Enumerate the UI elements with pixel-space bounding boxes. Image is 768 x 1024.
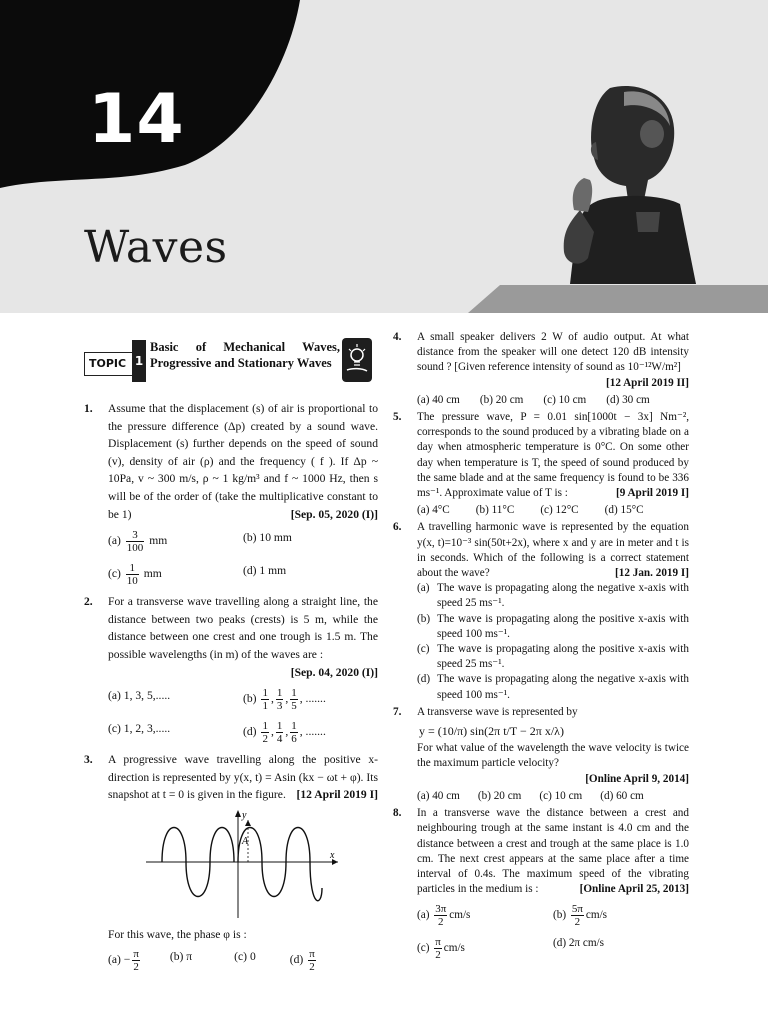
fraction (290, 687, 298, 712)
denominator: 3 (276, 700, 283, 713)
option-label: (b) (417, 612, 431, 625)
question-number: 5. (393, 411, 402, 424)
option-b[interactable]: (b) 10 mm (243, 531, 292, 545)
question-7 (393, 705, 689, 804)
option-label: (d) (417, 673, 431, 686)
option-d[interactable] (290, 948, 318, 973)
left-column (84, 334, 378, 975)
thinking-robot-image (540, 82, 698, 284)
fraction (126, 529, 145, 554)
fraction (261, 687, 269, 712)
question-text: A small speaker delivers 2 W of audio output. At what distance from the speaker will one detect 120 dB intensity sound ? [Given reference intensity of sound as 10⁻¹²W/m²] (417, 331, 689, 374)
fraction (276, 720, 284, 745)
option-b[interactable] (553, 903, 689, 928)
denominator: 2 (133, 960, 139, 973)
ellipsis: , ....... (299, 725, 326, 739)
option-label: (b) (553, 909, 567, 922)
option-d[interactable]: (d) 60 cm (600, 789, 644, 802)
option-label: (c) (417, 643, 430, 656)
numerator: 1 (276, 720, 283, 733)
option-c[interactable]: (c) 10 cm (543, 393, 587, 406)
option-label: (a) (108, 952, 121, 966)
question-number: 1. (84, 402, 93, 415)
option-c[interactable]: (c) 1, 2, 3,..... (108, 722, 171, 736)
option-text: The wave is propagating along the negative x-axis with speed 100 ms⁻¹. (437, 673, 689, 701)
fraction (290, 720, 298, 745)
x-axis-label: x (330, 849, 335, 861)
option-label: (b) (243, 692, 257, 706)
option-d[interactable]: (d) 15°C (604, 504, 644, 517)
question-number: 4. (393, 331, 402, 343)
fraction (276, 687, 284, 712)
denominator: 2 (435, 949, 441, 962)
exam-tag: [Sep. 04, 2020 (I)] (290, 665, 378, 679)
numerator: 1 (262, 720, 268, 733)
denominator: 100 (126, 542, 144, 555)
chapter-header (0, 0, 768, 313)
numerator: 1 (262, 687, 268, 700)
exam-tag: [12 Jan. 2019 I] (615, 567, 689, 580)
denominator: 10 (126, 575, 138, 588)
option-c[interactable]: (c) 0 (234, 949, 256, 963)
option-c[interactable] (417, 936, 553, 961)
option-a[interactable] (417, 903, 553, 928)
exam-tag: [9 April 2019 I] (615, 487, 689, 500)
topic-title: Basic of Mechanical Waves, Progressive and Stationary Waves (150, 340, 340, 370)
question-number: 6. (393, 521, 402, 534)
question-number: 3. (84, 753, 93, 767)
amplitude-label: A (242, 835, 249, 847)
option-b[interactable]: (b) $\frac{1}{1}$ , $\frac{1}{3}$ , $\frac{1}{5}$ , ....... (243, 687, 326, 713)
unit: cm/s (449, 909, 471, 922)
denominator: 6 (291, 733, 297, 746)
denominator: 2 (438, 916, 444, 929)
denominator: 2 (309, 960, 315, 973)
fraction (434, 903, 447, 928)
option-label: (a) (108, 534, 121, 548)
option-c[interactable] (417, 642, 689, 672)
option-label: (d) (289, 952, 304, 966)
numerator: 3 (126, 529, 145, 542)
options (108, 948, 378, 973)
fraction (571, 903, 584, 928)
topic-number: 1 (132, 340, 146, 382)
option-d[interactable] (417, 672, 689, 702)
question-number: 7. (393, 705, 402, 718)
question-text: A transverse wave is represented by (417, 705, 578, 718)
chapter-title: Waves (84, 222, 228, 273)
unit: cm/s (585, 909, 608, 922)
topic-label: TOPIC (84, 352, 139, 376)
y-axis-label: y (242, 809, 247, 821)
option-label: (a) (417, 582, 430, 595)
numerator: 5π (571, 903, 583, 916)
fraction (308, 948, 316, 973)
question-prompt: For this wave, the phase φ is : (108, 927, 247, 941)
option-b[interactable] (417, 612, 689, 642)
question-number: 2. (84, 595, 93, 609)
options (417, 789, 689, 804)
chapter-number: 14 (88, 80, 185, 159)
numerator: 1 (276, 687, 283, 700)
option-d[interactable]: (d) 2π cm/s (553, 937, 605, 950)
question-text: A progressive wave travelling along the positive x-direction is represented by y(x, t) = Asin (kx − ωt + φ). Its snapshot at t = 0 is given in the figure. (108, 753, 378, 802)
question-8 (393, 806, 689, 965)
numerator: 1 (291, 720, 297, 733)
numerator: 1 (291, 687, 297, 700)
option-text: The wave is propagating along the negative x-axis with speed 25 ms⁻¹. (437, 582, 689, 610)
fraction (132, 948, 140, 973)
option-a[interactable] (417, 581, 689, 611)
question-6 (393, 520, 689, 702)
exam-tag: [Online April 25, 2013] (579, 883, 689, 896)
option-c[interactable]: (c) 12°C (540, 504, 579, 517)
numerator: 3π (435, 903, 447, 916)
numerator: π (133, 947, 139, 960)
question-3 (84, 751, 378, 972)
option-a[interactable] (108, 948, 142, 973)
denominator: 5 (291, 700, 297, 713)
option-label: (c) (417, 942, 430, 955)
option-b[interactable]: (b) π (169, 949, 193, 963)
numerator: π (309, 947, 315, 960)
option-a[interactable] (108, 529, 243, 554)
question-2 (84, 593, 378, 749)
topic-banner (84, 334, 370, 390)
fraction (434, 936, 442, 961)
wave-graph (142, 808, 342, 920)
exam-tag: [Sep. 05, 2020 (I)] (290, 507, 378, 521)
option-label: (a) (417, 909, 430, 922)
option-a[interactable]: (a) 1, 3, 5,..... (108, 689, 171, 703)
question-text-2: For what value of the wavelength the wave velocity is twice the maximum particle velocity? (417, 742, 689, 770)
options (108, 683, 378, 749)
numerator: 1 (126, 562, 139, 575)
option-a[interactable]: (a) 40 cm (417, 789, 460, 802)
option-d[interactable]: (d) 30 cm (606, 393, 650, 406)
exam-tag: [12 April 2019 I] (296, 788, 378, 802)
question-number: 8. (393, 807, 402, 820)
question-text: The pressure wave, P = 0.01 sin[1000t − 3x] Nm⁻², corresponds to the sound produced by a vibrating blade on a day when atmospheric temperature is 0°C. On some other day when temperature is T, the speed of sound produced by the same blade and at the same frequency is found to be 336 ms⁻¹. Approximate value of T is : (417, 411, 689, 500)
numerator: π (435, 936, 441, 949)
question-text: In a transverse wave the distance between a crest and neighbouring trough at the same instant is 4.0 cm and the distance between a crest and trough at the same place is 1.0 cm. The next crest appears at the same place after a time interval of 0.4s. The maximum speed of the vibrating particles in the medium is : (417, 807, 689, 896)
denominator: 4 (276, 733, 283, 746)
question-4 (393, 330, 689, 408)
lightbulb-hand-icon (342, 338, 372, 382)
options (108, 525, 378, 591)
question-1 (84, 400, 378, 591)
option-b[interactable]: (b) 20 cm (477, 789, 522, 802)
option-c[interactable] (108, 562, 243, 587)
option-d[interactable]: (d) 1 mm (243, 564, 287, 578)
denominator: 2 (262, 733, 268, 746)
option-label: (d) (243, 725, 257, 739)
wave-equation: y = (10/π) sin(2π t/T − 2π x/λ) (419, 724, 564, 739)
fraction (126, 562, 139, 587)
option-label: (c) (108, 567, 121, 581)
exam-tag: [12 April 2019 II] (606, 376, 689, 389)
wave-snapshot-figure (142, 808, 342, 920)
question-text: A travelling harmonic wave is represented by the equation y(x, t)=10⁻³ sin(50t+2x), where x and y are in meter and t is in seconds. Which of the following is a correct statement about the wave? (417, 521, 689, 580)
option-b[interactable]: (b) 20 cm (479, 393, 524, 406)
option-b[interactable]: (b) 11°C (475, 504, 515, 517)
option-c[interactable]: (c) 10 cm (539, 789, 583, 802)
minus-sign: − (123, 952, 131, 966)
option-text: The wave is propagating along the positive x-axis with speed 100 ms⁻¹. (437, 612, 689, 640)
right-column (393, 330, 689, 967)
option-a[interactable]: (a) 40 cm (417, 393, 460, 406)
unit: mm (149, 534, 168, 548)
options (417, 393, 689, 408)
question-5 (393, 410, 689, 518)
ellipsis: , ....... (299, 692, 326, 706)
unit: cm/s (443, 942, 465, 955)
unit: mm (143, 567, 162, 581)
options (417, 899, 689, 965)
option-text: The wave is propagating along the positive x-axis with speed 25 ms⁻¹. (437, 643, 689, 671)
question-text: For a transverse wave travelling along a straight line, the distance between two peaks (crests) is 5 m, while the distance between one crest and one trough is 1.5 m. The possible wavelengths (in m) of the waves are : (108, 595, 378, 661)
denominator: 2 (574, 916, 581, 929)
denominator: 1 (262, 700, 268, 713)
options (417, 503, 689, 518)
fraction (261, 720, 269, 745)
question-text: Assume that the displacement (s) of air is proportional to the pressure difference (Δp) created by a sound wave. Displacement (s) further depends on the speed of sound (v), density of air (ρ) and the frequency ( f ). If Δp ~ 10Pa, v ~ 300 m/s, ρ ~ 1 kg/m³ and f ~ 1000 Hz, then s will be of the order of (take the multiplicative constant to be 1) (108, 402, 378, 521)
option-a[interactable]: (a) 4°C (417, 504, 450, 517)
exam-tag: [Online April 9, 2014] (585, 772, 689, 785)
option-d[interactable]: (d) $\frac{1}{2}$ , $\frac{1}{4}$ , $\frac{1}{6}$ , ....... (243, 720, 326, 746)
